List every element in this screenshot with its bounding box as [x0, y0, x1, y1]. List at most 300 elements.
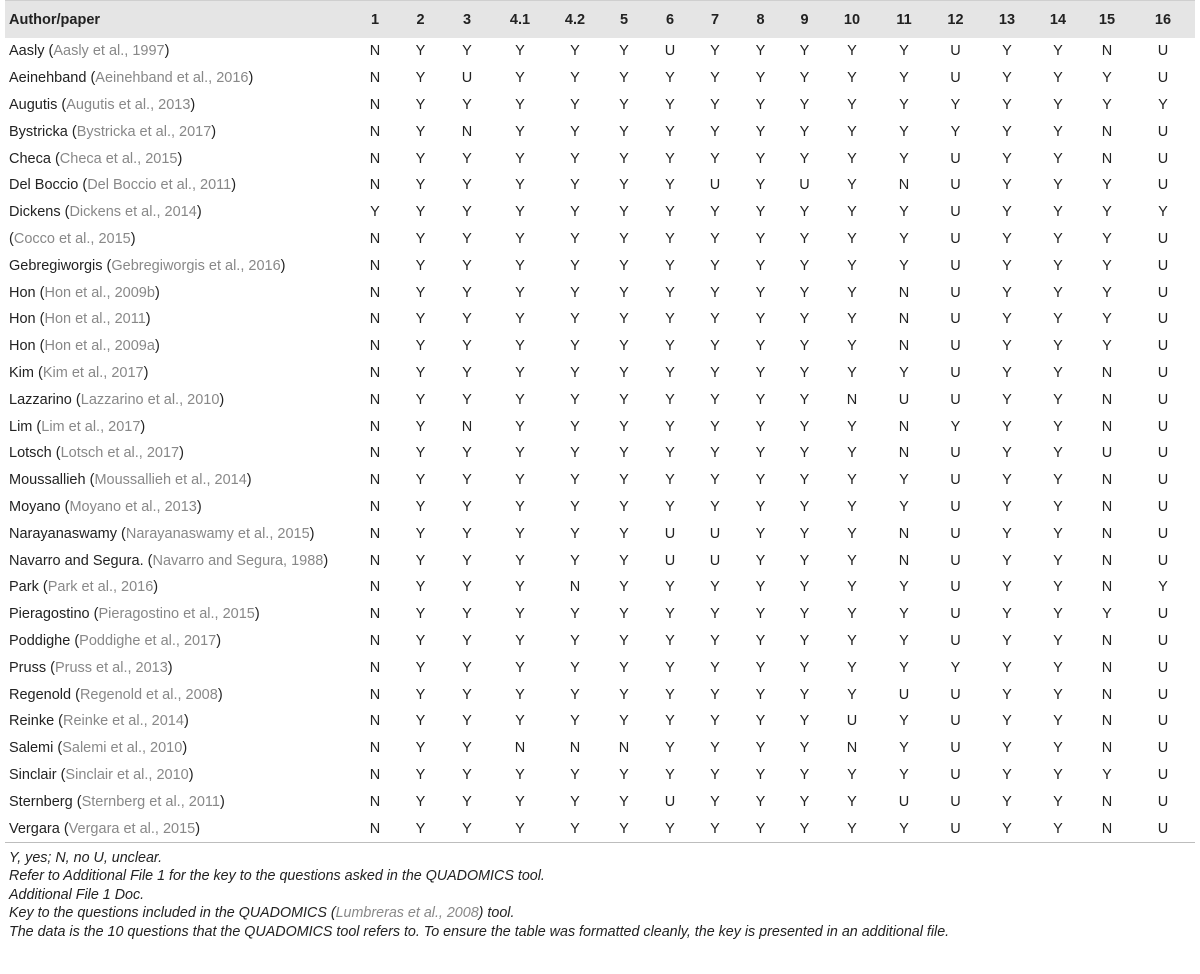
citation-link[interactable]: Lim et al., 2017 — [41, 418, 141, 435]
score-cell: Y — [1053, 498, 1063, 515]
citation-link[interactable]: Pruss et al., 2013 — [54, 659, 168, 676]
score-cell: Y — [665, 230, 675, 247]
score-cell: Y — [462, 284, 472, 301]
score-cell: Y — [899, 740, 909, 757]
citation-link[interactable]: Pieragostino et al., 2015 — [98, 606, 255, 623]
score-cell: N — [461, 123, 473, 140]
score-cell: Y — [415, 659, 426, 676]
score-cell: N — [369, 391, 381, 408]
score-cell: Y — [799, 606, 810, 623]
score-cell: U — [950, 284, 961, 301]
score-cell: Y — [899, 364, 909, 381]
score-cell: Y — [462, 498, 472, 515]
score-cell: N — [846, 391, 858, 408]
score-cell: Y — [515, 284, 525, 301]
score-cell: Y — [899, 766, 909, 783]
score-cell: U — [1157, 311, 1169, 328]
score-cell: Y — [1002, 606, 1012, 623]
score-cell: Y — [799, 257, 810, 274]
score-cell: Y — [899, 123, 909, 140]
author-name: Vergara — [9, 820, 60, 837]
score-cell: Y — [570, 793, 580, 810]
score-cell: Y — [462, 606, 472, 623]
score-cell: Y — [1053, 43, 1063, 60]
quadomics-table — [5, 0, 1195, 843]
score-cell: N — [369, 123, 381, 140]
score-cell: Y — [710, 43, 720, 60]
score-cell: U — [664, 793, 676, 810]
footnote-key-post: ) tool. — [478, 905, 515, 922]
score-cell: U — [1157, 230, 1169, 247]
score-cell: Y — [619, 606, 629, 623]
score-cell: Y — [619, 43, 629, 60]
score-cell: U — [950, 713, 961, 730]
citation-link[interactable]: Sinclair et al., 2010 — [65, 766, 189, 783]
score-cell: Y — [665, 70, 675, 87]
score-cell: Y — [1053, 686, 1063, 703]
table-row — [5, 815, 1195, 842]
score-cell: Y — [710, 70, 720, 87]
score-cell: Y — [415, 204, 426, 221]
score-cell: Y — [415, 740, 426, 757]
score-cell: Y — [415, 364, 426, 381]
author-cell: Pieragostino (Pieragostino et al., 2015) — [9, 606, 260, 623]
score-cell: Y — [799, 70, 810, 87]
score-cell: U — [1157, 606, 1169, 623]
author-cell: Reinke (Reinke et al., 2014) — [9, 713, 189, 730]
score-cell: Y — [570, 43, 580, 60]
score-cell: Y — [755, 606, 766, 623]
score-cell: Y — [710, 766, 720, 783]
score-cell: Y — [515, 391, 525, 408]
author-name: Augutis — [9, 96, 58, 113]
score-cell: N — [1101, 391, 1113, 408]
citation-link[interactable]: Kim et al., 2017 — [42, 364, 144, 381]
citation-link[interactable]: Regenold et al., 2008 — [79, 686, 218, 703]
score-cell: N — [369, 606, 381, 623]
score-cell: Y — [515, 177, 525, 194]
citation-link[interactable]: Navarro and Segura, 1988 — [152, 552, 324, 569]
citation-link[interactable]: Poddighe et al., 2017 — [79, 632, 217, 649]
author-cell: Poddighe (Poddighe et al., 2017) — [9, 632, 222, 649]
author-cell: Lim (Lim et al., 2017) — [9, 418, 146, 435]
score-cell: Y — [847, 338, 857, 355]
score-cell: Y — [710, 659, 720, 676]
score-cell: U — [898, 793, 910, 810]
score-cell: Y — [799, 525, 810, 542]
citation-link[interactable]: Gebregiworgis et al., 2016 — [111, 257, 281, 274]
citation-link[interactable]: Salemi et al., 2010 — [62, 740, 183, 757]
score-cell: U — [1157, 43, 1169, 60]
score-cell: Y — [570, 391, 580, 408]
score-cell: Y — [1102, 766, 1112, 783]
score-cell: Y — [755, 579, 766, 596]
score-cell: Y — [515, 204, 525, 221]
score-cell: N — [369, 445, 381, 462]
score-cell: Y — [799, 713, 810, 730]
score-cell: Y — [1002, 579, 1012, 596]
score-cell: Y — [415, 338, 426, 355]
score-cell: Y — [570, 70, 580, 87]
score-cell: Y — [710, 472, 720, 489]
table-row — [5, 145, 1195, 172]
score-cell: Y — [665, 177, 675, 194]
score-cell: Y — [515, 418, 525, 435]
score-cell: Y — [462, 713, 472, 730]
score-cell: Y — [1102, 257, 1112, 274]
score-cell: N — [369, 659, 381, 676]
score-cell: N — [369, 552, 381, 569]
citation-link[interactable]: Hon et al., 2009a — [44, 338, 155, 355]
score-cell: Y — [1002, 418, 1012, 435]
score-cell: Y — [665, 204, 675, 221]
score-cell: Y — [710, 740, 720, 757]
score-cell: Y — [1053, 150, 1063, 167]
score-cell: Y — [847, 70, 857, 87]
citation-link[interactable]: Checa et al., 2015 — [59, 150, 178, 167]
citation-link[interactable]: Dickens et al., 2014 — [69, 204, 197, 221]
score-cell: Y — [799, 391, 810, 408]
score-cell: Y — [570, 284, 580, 301]
score-cell: Y — [1002, 659, 1012, 676]
score-cell: Y — [619, 579, 629, 596]
column-header-q9: 9 — [783, 1, 826, 39]
score-cell: Y — [847, 579, 857, 596]
score-cell: Y — [1053, 230, 1063, 247]
author-cell: Hon (Hon et al., 2009a) — [9, 338, 160, 355]
score-cell: Y — [370, 204, 380, 221]
score-cell: Y — [799, 123, 810, 140]
score-cell: Y — [570, 311, 580, 328]
author-cell: Navarro and Segura. (Navarro and Segura, 1988) — [9, 552, 329, 569]
score-cell: Y — [515, 606, 525, 623]
score-cell: U — [930, 815, 981, 842]
table-row — [5, 226, 1195, 253]
author-name: Hon — [9, 284, 36, 301]
score-cell: Y — [1102, 284, 1112, 301]
table-row — [5, 252, 1195, 279]
score-cell: Y — [755, 150, 766, 167]
author-name: Dickens — [9, 204, 61, 221]
score-cell: Y — [710, 123, 720, 140]
citation-link[interactable]: Lazzarino et al., 2010 — [80, 391, 220, 408]
score-cell: Y — [1102, 204, 1112, 221]
score-cell: Y — [1053, 525, 1063, 542]
author-name: Narayanaswamy — [9, 525, 117, 542]
score-cell: Y — [1158, 96, 1168, 113]
citation-link[interactable]: Sternberg et al., 2011 — [81, 793, 220, 810]
score-cell: Y — [899, 606, 909, 623]
score-cell: Y — [847, 230, 857, 247]
score-cell: Y — [799, 740, 810, 757]
author-name: Lim — [9, 418, 33, 435]
score-cell: N — [461, 418, 473, 435]
score-cell: Y — [799, 150, 810, 167]
score-cell: U — [1157, 525, 1169, 542]
score-cell: U — [898, 686, 910, 703]
score-cell: Y — [899, 96, 909, 113]
score-cell: Y — [619, 659, 629, 676]
score-cell: N — [369, 418, 381, 435]
score-cell: Y — [1102, 70, 1112, 87]
score-cell: Y — [899, 230, 909, 247]
score-cell: Y — [415, 552, 426, 569]
table-row — [5, 440, 1195, 467]
score-cell: N — [369, 713, 381, 730]
score-cell: Y — [515, 498, 525, 515]
score-cell: Y — [570, 418, 580, 435]
score-cell: Y — [799, 766, 810, 783]
score-cell: Y — [847, 498, 857, 515]
author-cell: Kim (Kim et al., 2017) — [9, 364, 149, 381]
score-cell: Y — [570, 498, 580, 515]
score-cell: Y — [1053, 579, 1063, 596]
score-cell: Y — [710, 204, 720, 221]
score-cell: Y — [570, 338, 580, 355]
author-cell: Hon (Hon et al., 2009b) — [9, 284, 160, 301]
score-cell: Y — [415, 579, 426, 596]
score-cell: Y — [799, 686, 810, 703]
column-header-q3: 3 — [444, 1, 490, 39]
author-cell: Moyano (Moyano et al., 2013) — [9, 498, 202, 515]
score-cell: N — [898, 338, 910, 355]
score-cell: Y — [1002, 96, 1012, 113]
score-cell: Y — [490, 815, 550, 842]
author-name: Navarro and Segura. — [9, 552, 144, 569]
score-cell: Y — [847, 659, 857, 676]
score-cell: Y — [1002, 445, 1012, 462]
score-cell: Y — [515, 70, 525, 87]
citation-link[interactable]: Cocco et al., 2015 — [13, 230, 131, 247]
score-cell: N — [369, 230, 381, 247]
score-cell: Y — [899, 632, 909, 649]
score-cell: Y — [415, 123, 426, 140]
score-cell: N — [898, 552, 910, 569]
score-cell: Y — [570, 204, 580, 221]
citation-link[interactable]: Narayanaswamy et al., 2015 — [125, 525, 310, 542]
score-cell: Y — [665, 713, 675, 730]
score-cell: Y — [847, 311, 857, 328]
score-cell: Y — [515, 338, 525, 355]
score-cell: Y — [755, 230, 766, 247]
score-cell: U — [950, 150, 961, 167]
score-cell: Y — [755, 740, 766, 757]
citation-link[interactable]: Bystricka et al., 2017 — [76, 123, 212, 140]
score-cell: Y — [755, 686, 766, 703]
score-cell: Y — [799, 498, 810, 515]
table-row — [5, 735, 1195, 762]
score-cell: Y — [1053, 311, 1063, 328]
score-cell: N — [369, 632, 381, 649]
score-cell: U — [950, 793, 961, 810]
score-cell: Y — [515, 311, 525, 328]
footnote-data-description: The data is the 10 questions that the QUADOMICS tool refers to. To ensure the table was formatted cleanly, the key is presented in an additional file. — [9, 923, 950, 940]
score-cell: Y — [515, 686, 525, 703]
author-cell: Aeinehband (Aeinehband et al., 2016) — [9, 70, 254, 87]
score-cell: N — [369, 766, 381, 783]
score-cell: U — [1157, 659, 1169, 676]
score-cell: Y — [755, 177, 766, 194]
author-name: Del Boccio — [9, 177, 79, 194]
score-cell: Y — [1002, 230, 1012, 247]
citation-link[interactable]: Hon et al., 2009b — [44, 284, 155, 301]
score-cell: Y — [847, 284, 857, 301]
citation-link[interactable]: Reinke et al., 2014 — [63, 713, 184, 730]
score-cell: Y — [515, 713, 525, 730]
citation-link[interactable]: Del Boccio et al., 2011 — [87, 177, 232, 194]
score-cell: Y — [1053, 659, 1063, 676]
score-cell: U — [950, 364, 961, 381]
score-cell: Y — [665, 579, 675, 596]
score-cell: Y — [755, 525, 766, 542]
score-cell: Y — [1053, 606, 1063, 623]
score-cell: N — [353, 815, 397, 842]
score-cell: Y — [515, 525, 525, 542]
score-cell: Y — [755, 713, 766, 730]
score-cell: Y — [847, 418, 857, 435]
score-cell: Y — [755, 766, 766, 783]
author-cell: Park (Park et al., 2016) — [9, 579, 159, 596]
score-cell: Y — [899, 43, 909, 60]
score-cell: N — [898, 418, 910, 435]
citation-link[interactable]: Vergara et al., 2015 — [68, 820, 196, 837]
score-cell: Y — [462, 579, 472, 596]
score-cell: Y — [515, 659, 525, 676]
score-cell: Y — [462, 230, 472, 247]
score-cell: Y — [415, 525, 426, 542]
score-cell: Y — [462, 472, 472, 489]
author-cell: Vergara (Vergara et al., 2015) — [5, 815, 353, 842]
table-row — [5, 520, 1195, 547]
score-cell: Y — [415, 766, 426, 783]
citation-link[interactable]: Aasly et al., 1997 — [53, 43, 165, 60]
score-cell: U — [1157, 498, 1169, 515]
score-cell: Y — [648, 815, 692, 842]
score-cell: Y — [515, 472, 525, 489]
score-cell: Y — [462, 204, 472, 221]
score-cell: Y — [1053, 70, 1063, 87]
score-cell: N — [369, 740, 381, 757]
score-cell: Y — [619, 793, 629, 810]
score-cell: Y — [799, 418, 810, 435]
score-cell: Y — [1002, 284, 1012, 301]
score-cell: Y — [1002, 177, 1012, 194]
score-cell: U — [461, 70, 473, 87]
score-cell: Y — [415, 632, 426, 649]
score-cell: Y — [665, 364, 675, 381]
score-cell: Y — [515, 445, 525, 462]
score-cell: Y — [619, 445, 629, 462]
score-cell: N — [569, 579, 581, 596]
citation-link[interactable]: Augutis et al., 2013 — [66, 96, 191, 113]
score-cell: Y — [1053, 284, 1063, 301]
table-row — [5, 788, 1195, 815]
score-cell: Y — [847, 177, 857, 194]
citation-link[interactable]: Moussallieh et al., 2014 — [94, 472, 247, 489]
score-cell: Y — [1002, 257, 1012, 274]
score-cell: Y — [515, 96, 525, 113]
author-name: Moussallieh — [9, 472, 86, 489]
score-cell: N — [1101, 740, 1113, 757]
score-cell: N — [369, 43, 381, 60]
score-cell: Y — [1002, 552, 1012, 569]
author-cell: Salemi (Salemi et al., 2010) — [9, 740, 188, 757]
score-cell: Y — [619, 552, 629, 569]
score-cell: Y — [755, 793, 766, 810]
citation-link[interactable]: Hon et al., 2011 — [44, 311, 146, 328]
score-cell: Y — [415, 445, 426, 462]
score-cell: Y — [1053, 632, 1063, 649]
author-name: Bystricka — [9, 123, 68, 140]
score-cell: Y — [619, 70, 629, 87]
score-cell: Y — [665, 150, 675, 167]
score-cell: Y — [826, 815, 878, 842]
score-cell: Y — [899, 713, 909, 730]
author-name: Reinke — [9, 713, 55, 730]
score-cell: Y — [799, 552, 810, 569]
citation-link[interactable]: Park et al., 2016 — [47, 579, 154, 596]
table-footnotes — [5, 849, 1195, 941]
score-cell: Y — [462, 552, 472, 569]
score-cell: Y — [755, 284, 766, 301]
score-cell: Y — [1002, 43, 1012, 60]
score-cell: Y — [1102, 230, 1112, 247]
score-cell: Y — [570, 686, 580, 703]
score-cell: U — [664, 552, 676, 569]
score-cell: N — [1101, 713, 1113, 730]
author-cell: Dickens (Dickens et al., 2014) — [9, 204, 202, 221]
header-row — [5, 1, 1195, 39]
score-cell: Y — [462, 632, 472, 649]
citation-link[interactable]: Moyano et al., 2013 — [69, 498, 197, 515]
author-cell: Narayanaswamy (Narayanaswamy et al., 2015) — [9, 525, 315, 542]
author-name: Aasly — [9, 43, 45, 60]
score-cell: N — [1101, 123, 1113, 140]
score-cell: Y — [665, 740, 675, 757]
score-cell: N — [369, 579, 381, 596]
score-cell: U — [1157, 793, 1169, 810]
score-cell: Y — [755, 632, 766, 649]
footnote-key-citation-link[interactable]: Lumbreras et al., 2008 — [335, 905, 479, 922]
citation-link[interactable]: Lotsch et al., 2017 — [60, 445, 180, 462]
score-cell: N — [1101, 364, 1113, 381]
score-cell: Y — [1102, 606, 1112, 623]
score-cell: Y — [462, 686, 472, 703]
score-cell: Y — [570, 123, 580, 140]
score-cell: Y — [619, 686, 629, 703]
column-header-q10: 10 — [826, 1, 878, 39]
score-cell: Y — [619, 123, 629, 140]
score-cell: Y — [619, 418, 629, 435]
score-cell: Y — [619, 391, 629, 408]
score-cell: U — [1157, 338, 1169, 355]
score-cell: Y — [1053, 472, 1063, 489]
score-cell: Y — [515, 43, 525, 60]
score-cell: U — [1157, 632, 1169, 649]
author-cell: Regenold (Regenold et al., 2008) — [9, 686, 223, 703]
author-name: Park — [9, 579, 39, 596]
score-cell: Y — [899, 257, 909, 274]
score-cell: Y — [570, 713, 580, 730]
score-cell: Y — [570, 96, 580, 113]
score-cell: Y — [710, 150, 720, 167]
score-cell: Y — [570, 472, 580, 489]
score-cell: Y — [1033, 815, 1083, 842]
score-cell: Y — [570, 150, 580, 167]
author-name: Moyano — [9, 498, 61, 515]
citation-link[interactable]: Aeinehband et al., 2016 — [95, 70, 249, 87]
score-cell: Y — [1053, 793, 1063, 810]
